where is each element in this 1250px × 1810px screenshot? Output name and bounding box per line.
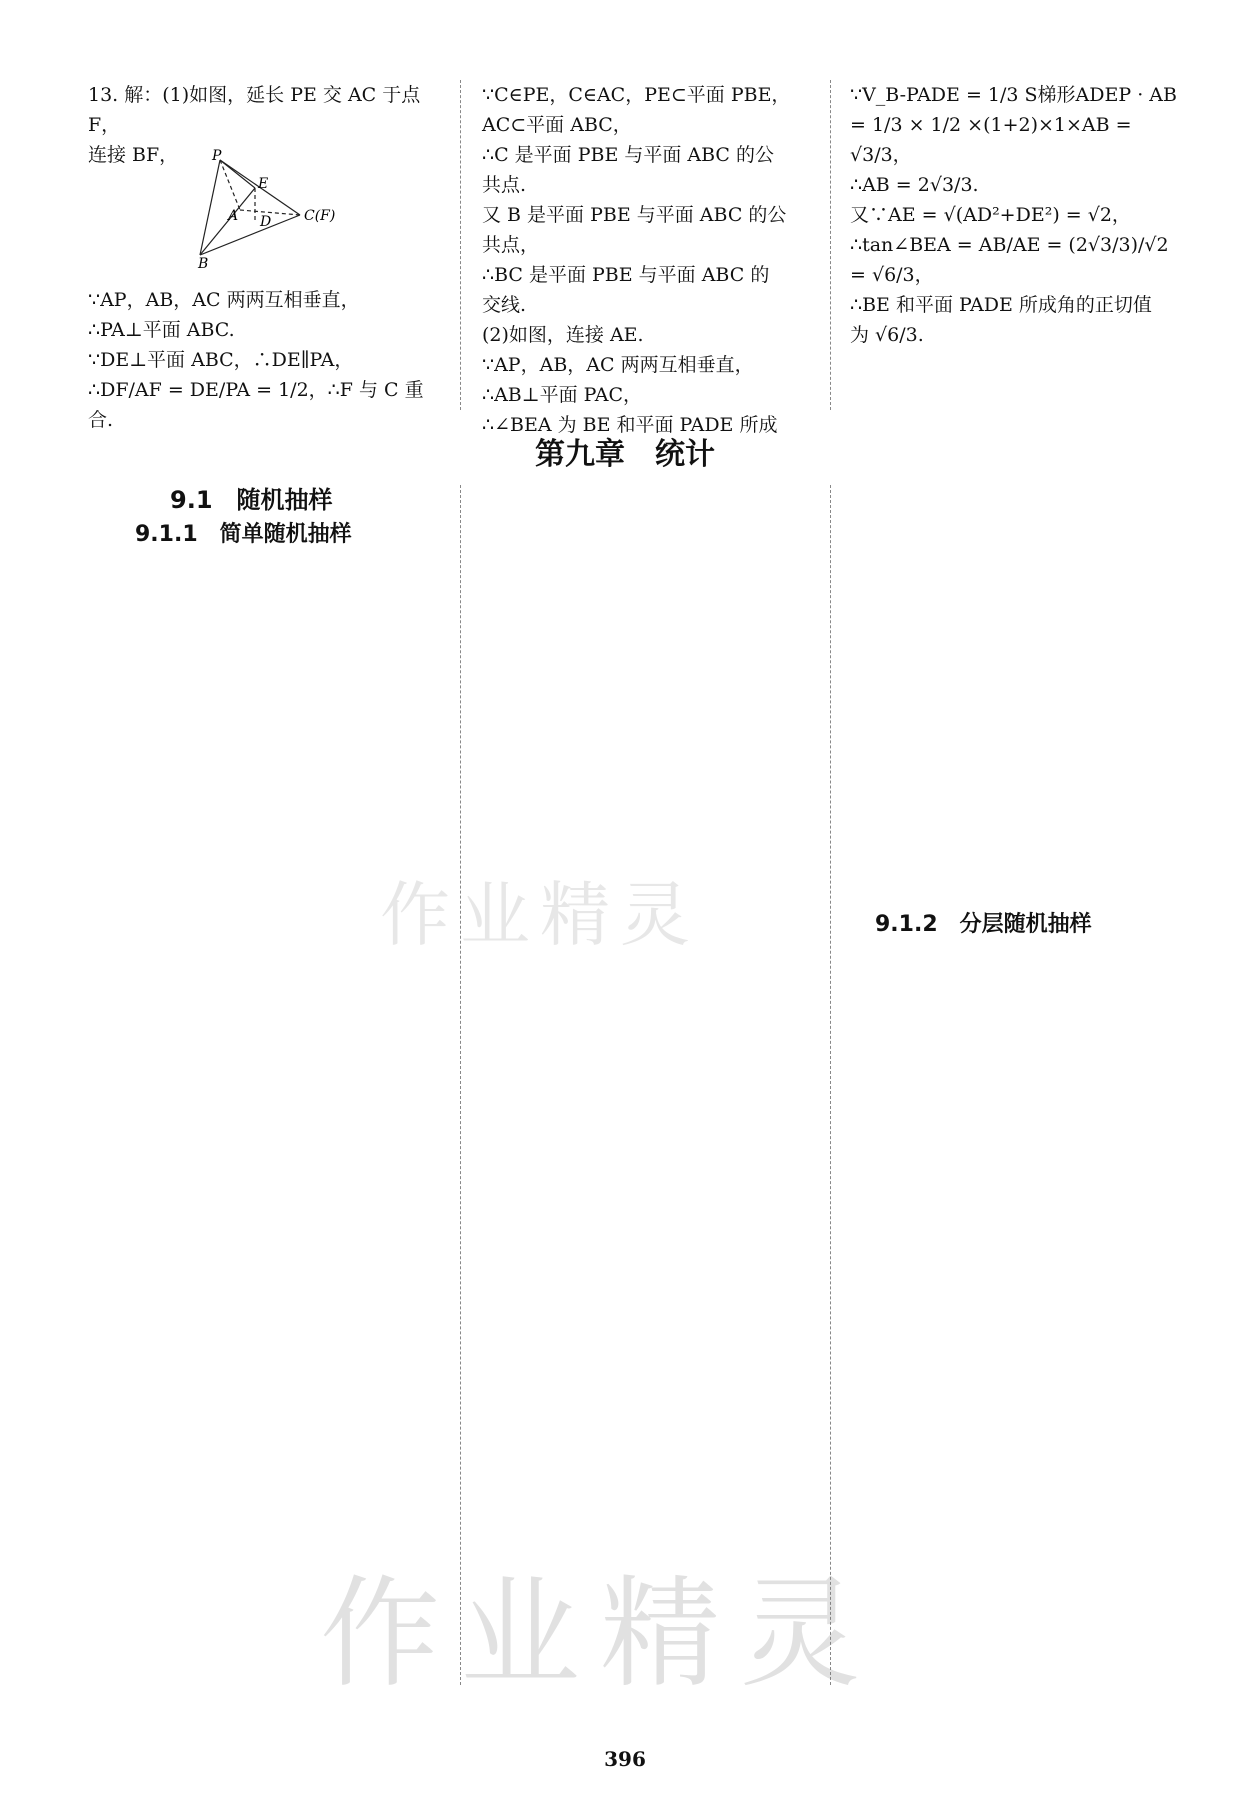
text-line: ∴BE 和平面 PADE 所成角的正切值	[850, 294, 1152, 316]
text-line: ∴tan∠BEA = AB/AE = (2√3/3)/√2 = √6/3，	[850, 234, 1175, 286]
text-line: 13. 解：(1)如图，延长 PE 交 AC 于点 F，	[88, 84, 427, 136]
subsection-title-2: 9.1.2 分层随机抽样	[875, 912, 1092, 937]
subsection-title: 9.1.1 简单随机抽样	[135, 522, 352, 547]
column-divider	[830, 80, 832, 410]
text-line: ∴AB⊥平面 PAC，	[482, 384, 642, 406]
text-line: ∴DF/AF = DE/PA = 1/2，∴F 与 C 重合.	[88, 379, 424, 431]
column-1-top-after	[88, 285, 438, 435]
column-2-top	[482, 80, 812, 440]
text-line: ∴BC 是平面 PBE 与平面 ABC 的	[482, 264, 770, 286]
watermark: 作业精灵	[320, 1565, 880, 1704]
label-d: D	[260, 214, 272, 230]
label-a: A	[228, 208, 239, 224]
chapter-title: 第九章 统计	[535, 437, 715, 472]
label-e: E	[258, 176, 269, 192]
label-b: B	[198, 256, 209, 272]
text-line: ∵AP，AB，AC 两两互相垂直，	[88, 289, 360, 311]
text-line: 为 √6/3.	[850, 324, 924, 346]
watermark: 作业精灵	[380, 874, 700, 956]
column-1-top	[88, 80, 438, 170]
text-line: ∵C∈PE，C∈AC，PE⊂平面 PBE，	[482, 84, 791, 106]
text-line: ∵V_B-PADE = 1/3 S梯形ADEP · AB	[850, 84, 1177, 106]
label-c: C(F)	[304, 208, 336, 224]
text-line: 连接 BF，	[88, 144, 179, 166]
text-line: ∵DE⊥平面 ABC，∴DE∥PA，	[88, 349, 354, 371]
column-divider	[830, 485, 832, 1685]
text-line: 交线.	[482, 294, 527, 316]
column-divider	[460, 80, 462, 410]
text-line: 又∵AE = √(AD²+DE²) = √2，	[850, 204, 1131, 226]
geometry-figure	[198, 148, 400, 272]
label-p: P	[212, 148, 222, 164]
text-line: ∵AP，AB，AC 两两互相垂直，	[482, 354, 754, 376]
text-line: ∴C 是平面 PBE 与平面 ABC 的公	[482, 144, 775, 166]
section-title: 9.1 随机抽样	[170, 486, 333, 514]
column-divider	[460, 485, 462, 1685]
text-line: (2)如图，连接 AE.	[482, 324, 644, 346]
text-line: ∴PA⊥平面 ABC.	[88, 319, 235, 341]
text-line: 共点.	[482, 174, 527, 196]
text-line: ∴AB = 2√3/3.	[850, 174, 979, 196]
column-3-top	[850, 80, 1190, 350]
text-line: 又 B 是平面 PBE 与平面 ABC 的公	[482, 204, 787, 226]
page-number: 396	[604, 1747, 646, 1771]
text-line: 共点，	[482, 234, 540, 256]
text-line: ∴∠BEA 为 BE 和平面 PADE 所成	[482, 414, 778, 436]
text-line: = 1/3 × 1/2 ×(1+2)×1×AB = √3/3，	[850, 114, 1138, 166]
text-line: AC⊂平面 ABC，	[482, 114, 632, 136]
